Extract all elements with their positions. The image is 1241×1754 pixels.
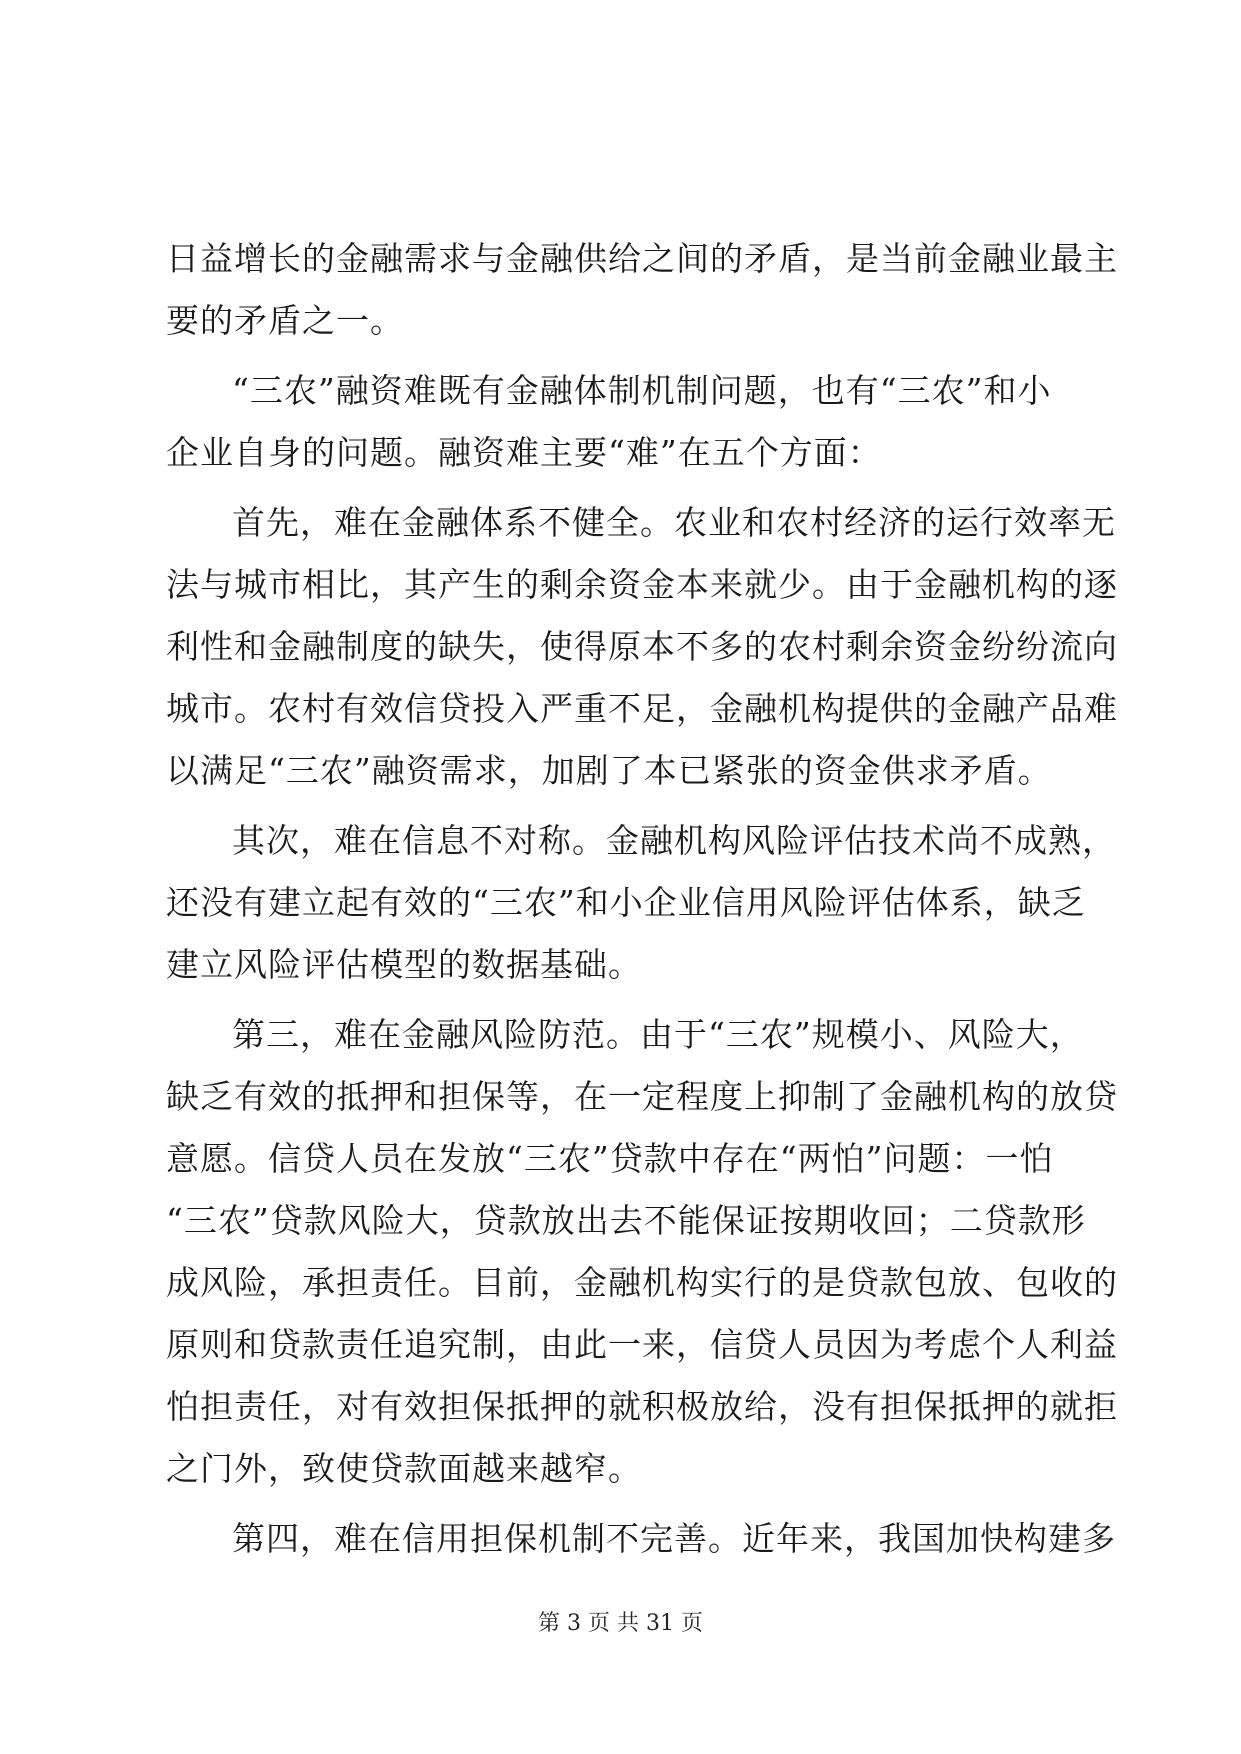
text-line: 以满足“三农”融资需求，加剧了本已紧张的资金供求矛盾。 <box>166 751 1052 790</box>
text-line: 其次，难在信息不对称。金融机构风险评估技术尚不成熟， <box>232 821 1116 860</box>
text-line: “三农”融资难既有金融体制机制问题，也有“三农”和小 <box>232 371 1052 410</box>
page-footer <box>0 1609 1241 1639</box>
text-line: 第三，难在金融风险防范。由于“三农”规模小、风险大， <box>232 1015 1084 1054</box>
paragraph <box>166 810 1116 996</box>
paragraph <box>166 228 1118 352</box>
paragraph <box>166 1004 1118 1500</box>
page-number: 第 3 页 共 31 页 <box>538 1611 703 1636</box>
paragraph <box>166 1508 1116 1570</box>
text-line: 首先，难在金融体系不健全。农业和农村经济的运行效率无 <box>232 503 1116 542</box>
text-line: 缺乏有效的抵押和担保等，在一定程度上抑制了金融机构的放贷 <box>166 1077 1118 1116</box>
text-line: 意愿。信贷人员在发放“三农”贷款中存在“两怕”问题：一怕 <box>166 1139 1054 1178</box>
text-line: “三农”贷款风险大，贷款放出去不能保证按期收回；二贷款形 <box>166 1201 1086 1240</box>
text-line: 企业自身的问题。融资难主要“难”在五个方面： <box>166 433 882 472</box>
paragraph <box>166 360 1076 484</box>
text-line: 之门外，致使贷款面越来越窄。 <box>166 1449 642 1488</box>
text-line: 要的矛盾之一。 <box>166 301 404 340</box>
text-line: 第四，难在信用担保机制不完善。近年来，我国加快构建多 <box>232 1519 1116 1558</box>
text-line: 原则和贷款责任追究制，由此一来，信贷人员因为考虑个人利益 <box>166 1325 1118 1364</box>
text-line: 利性和金融制度的缺失，使得原本不多的农村剩余资金纷纷流向 <box>166 627 1118 666</box>
text-line: 成风险，承担责任。目前，金融机构实行的是贷款包放、包收的 <box>166 1263 1118 1302</box>
text-line: 建立风险评估模型的数据基础。 <box>166 945 642 984</box>
text-line: 城市。农村有效信贷投入严重不足，金融机构提供的金融产品难 <box>166 689 1118 728</box>
text-line: 日益增长的金融需求与金融供给之间的矛盾，是当前金融业最主 <box>166 239 1118 278</box>
text-line: 法与城市相比，其产生的剩余资金本来就少。由于金融机构的逐 <box>166 565 1118 604</box>
document-body <box>166 228 1118 1570</box>
text-line: 怕担责任，对有效担保抵押的就积极放给，没有担保抵押的就拒 <box>166 1387 1118 1426</box>
text-line: 还没有建立起有效的“三农”和小企业信用风险评估体系，缺乏 <box>166 883 1086 922</box>
paragraph <box>166 492 1118 802</box>
